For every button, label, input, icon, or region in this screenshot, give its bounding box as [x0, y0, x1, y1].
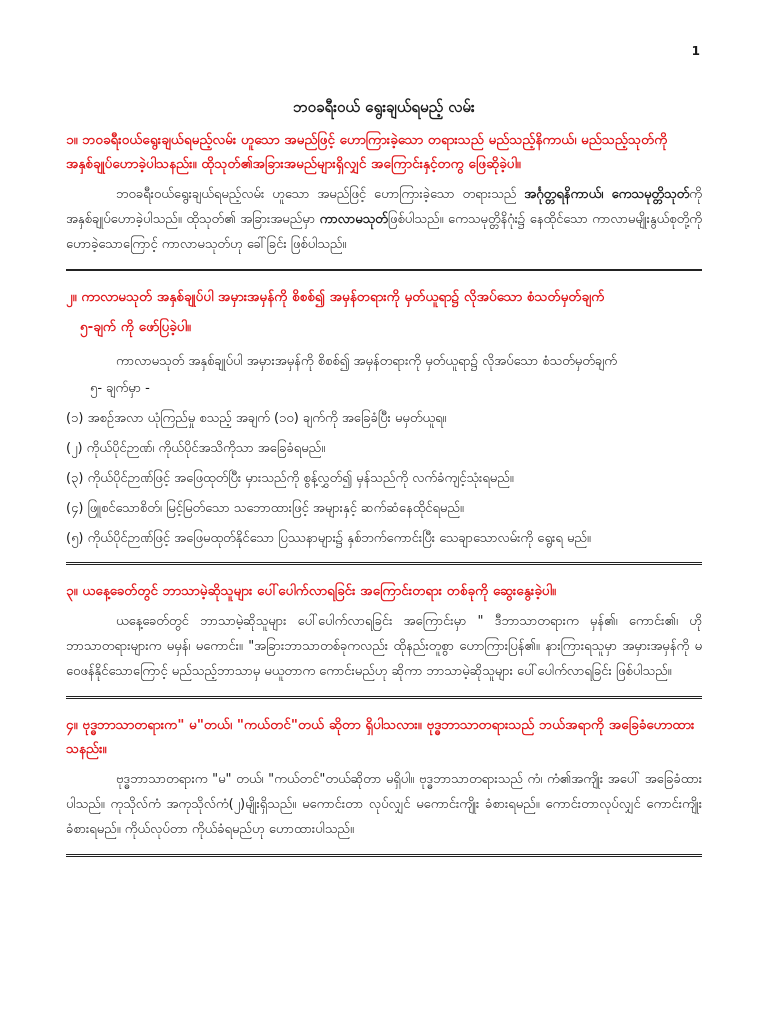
answer-2-lead: ကာလာမသုတ် အနှစ်ချုပ်ပါ အမှားအမှန်ကို စိစစ်၍ အမှန်တရားကို မှတ်ယူရာ၌ လိုအပ်သော စံသတ်မှတ်ချက် — [116, 354, 617, 369]
question-3: ၃။ ယနေ့ခေတ်တွင် ဘာသာမဲ့ဆိုသူများ ပေါ်ပေါက်လာရခြင်း အကြောင်းတရား တစ်ခုကို ဆွေးနွေးခဲ့ပါ။ — [66, 583, 557, 599]
answer-1-text: ဖြစ်ပါသည်။ ကေသမုတ္တိနိဂုံး၌ နေထိုင်သော ကာလာမမျိုးနွယ်စုတို့ကို ဟောခဲ့သောကြောင့် ကာလာမသုတ်ဟု ခေါ်ခြင်း ဖြစ်ပါသည်။ — [66, 212, 702, 252]
answer-1 — [66, 182, 702, 257]
section-divider — [66, 854, 702, 857]
section-divider — [66, 269, 702, 271]
answer-2-lead2: ၅- ချက်မှာ - — [90, 381, 150, 396]
section-2 — [66, 285, 702, 550]
section-1 — [66, 128, 702, 257]
section-divider — [66, 696, 702, 699]
section-3 — [66, 579, 702, 684]
criteria-item: (၂) ကိုယ်ပိုင်ဉာဏ်၊ ကိုယ်ပိုင်အသိကိုသာ အခြေခံရမည်။ — [66, 441, 326, 456]
answer-1-bold-sutta: အင်္ဂုတ္တရနိကာယ်၊ ကေသမုတ္တိသုတ် — [524, 187, 690, 202]
question-1: ၁။ ဘဝခရီးဝယ်ရွေးချယ်ရမည့်လမ်း ဟူသော အမည်ဖြင့် ဟောကြားခဲ့သော တရားသည် မည်သည့်နိကာယ်၊ မည်သည့်သုတ်ကို အနှစ်ချုပ်ဟောခဲ့ပါသနည်း။ ထိုသုတ်၏အခြားအမည်များရှိလျှင် အကြောင်းနှင့်တကွ ဖြေဆိုခဲ့ပါ။ — [66, 132, 668, 172]
answer-1-text: ဘဝခရီးဝယ်ရွေးချယ်ရမည့်လမ်း ဟူသော အမည်ဖြင့် ဟောကြားခဲ့သော တရားသည် — [116, 187, 525, 202]
answer-1-bold-kalama: ကာလာမသုတ် — [319, 212, 388, 227]
document-title: ဘဝခရီးဝယ် ရွေးချယ်ရမည့် လမ်း — [293, 98, 475, 116]
answer-1-text: ကို အနှစ်ချုပ်ဟောခဲ့ပါသည်။ ထိုသုတ်၏ အခြားအမည်မှာ — [66, 187, 702, 227]
section-divider — [66, 562, 702, 565]
criteria-item: (၃) ကိုယ်ပိုင်ဉာဏ်ဖြင့် အဖြေထုတ်ပြီး မှားသည်ကို စွန့်လွှတ်၍ မှန်သည်ကို လက်ခံကျင့်သုံးရမည်။ — [66, 471, 514, 486]
criteria-item: (၅) ကိုယ်ပိုင်ဉာဏ်ဖြင့် အဖြေမထုတ်နိုင်သော ပြဿနာများ၌ နှစ်ဘက်ကောင်းပြီး သေချာသောလမ်းကို ရွေးရ မည်။ — [66, 531, 591, 546]
criteria-item: (၄) ဖြူစင်သောစိတ်၊ မြင့်မြတ်သော သဘောထားဖြင့် အများနှင့် ဆက်ဆံနေထိုင်ရမည်။ — [66, 501, 464, 516]
criteria-item: (၁) အစဉ်အလာ ယုံကြည်မှု စသည့် အချက် (၁၀) ချက်ကို အခြေခံပြီး မမှတ်ယူရ။ — [66, 411, 447, 426]
document-body — [66, 96, 702, 871]
section-4 — [66, 713, 702, 842]
question-4: ၄။ ဗုဒ္ဓဘာသာတရားက" မ"တယ်၊ "ကယ်တင်"တယ် ဆိုတာ ရှိပါသလား။ ဗုဒ္ဓဘာသာတရားသည် ဘယ်အရာကို အခြေခံဟောထားသနည်း။ — [66, 717, 695, 757]
answer-3: ယနေ့ခေတ်တွင် ဘာသာမဲ့ဆိုသူများ ပေါ်ပေါက်လာရခြင်း အကြောင်းမှာ " ဒီဘာသာတရားက မှန်၏၊ ကောင်း၏၊ ဟိုဘာသာတရားများက မမှန်၊ မကောင်း။ "အခြားဘာသာတစ်ခုကလည်း ထိုနည်းတူစွာ ဟောကြားပြန်၏။ နားကြားရသူမှာ အမှားအမှန်ကို မဝေဖန်နိုင်သောကြောင့် မည်သည့်ဘာသာမှ မယူတာက ကောင်းမည်ဟု ဆိုကာ ဘာသာမဲ့ဆိုသူများ ပေါ်ပေါက်လာရခြင်း ဖြစ်ပါသည်။ — [66, 614, 702, 679]
question-2: ၂။ ကာလာမသုတ် အနှစ်ချုပ်ပါ အမှားအမှန်ကို စိစစ်၍ အမှန်တရားကို မှတ်ယူရာ၌ လိုအပ်သော စံသတ်မှတ်ချက် — [66, 289, 605, 305]
page-number: 1 — [691, 44, 700, 58]
answer-4: ဗုဒ္ဓဘာသာတရားက "မ" တယ်၊ "ကယ်တင်"တယ်ဆိုတာ မရှိပါ။ ဗုဒ္ဓဘာသာတရားသည် ကံ၊ ကံ၏အကျိုး အပေါ် အခြေခံထားပါသည်။ ကုသိုလ်ကံ အကုသိုလ်ကံ(၂)မျိုးရှိသည်။ မကောင်းတာ လုပ်လျှင် မကောင်းကျိုး ခံစားရမည်။ ကောင်းတာလုပ်လျှင် ကောင်းကျိုးခံစားရမည်။ ကိုယ်လုပ်တာ ကိုယ်ခံရမည်ဟု ဟောထားပါသည်။ — [66, 772, 702, 837]
question-2-line2: ၅-ချက် ကို ဖော်ပြခဲ့ပါ။ — [80, 319, 192, 335]
